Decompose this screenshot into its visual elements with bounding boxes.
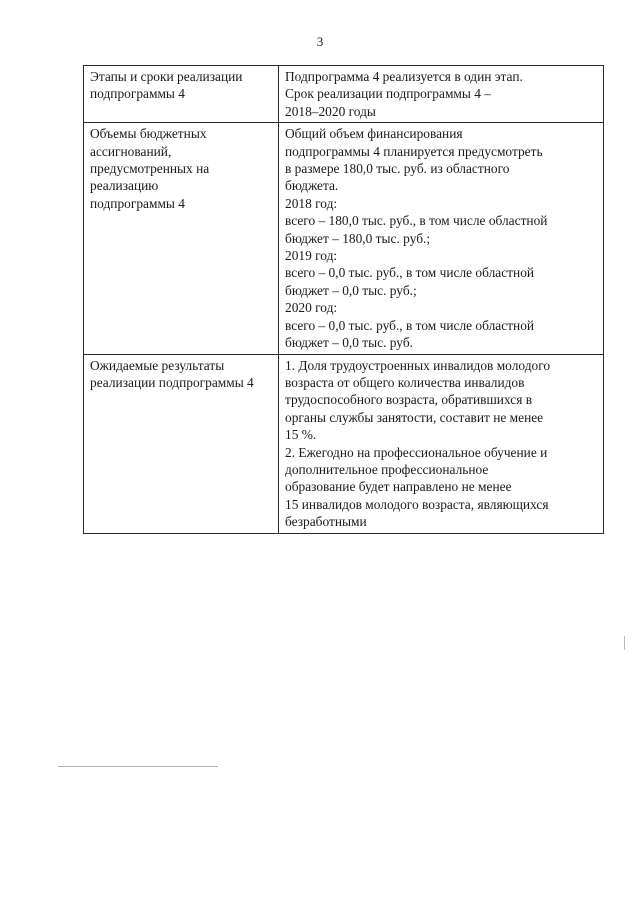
value-line: в размере 180,0 тыс. руб. из областного: [285, 161, 510, 177]
value-line: безработными: [285, 514, 367, 530]
page-number: 3: [316, 34, 324, 49]
row-label-cell: [84, 123, 279, 354]
value-line: бюджет – 0,0 тыс. руб.;: [285, 282, 417, 298]
label-line: реализации подпрограммы 4: [90, 374, 254, 390]
label-line: подпрограммы 4: [90, 195, 185, 211]
value-line: всего – 180,0 тыс. руб., в том числе областной: [285, 213, 548, 229]
value-line: 2018 год:: [285, 195, 338, 211]
value-line: Подпрограмма 4 реализуется в один этап.: [285, 69, 523, 84]
label-line: предусмотренных на: [90, 161, 210, 177]
value-line: 2018–2020 годы: [285, 103, 376, 119]
value-line: 2020 год:: [285, 300, 338, 316]
value-line: всего – 0,0 тыс. руб., в том числе областной: [285, 317, 535, 333]
table-row-results: [84, 354, 604, 533]
value-line: 15 инвалидов молодого возраста, являющихся: [285, 496, 549, 512]
value-line: Общий объем финансирования: [285, 126, 463, 142]
row-value-cell: [279, 123, 604, 354]
value-line: Срок реализации подпрограммы 4 –: [285, 86, 491, 102]
value-line: образование будет направлено не менее: [285, 479, 512, 495]
scan-artifact-line: [58, 766, 218, 767]
label-line: подпрограммы 4: [90, 86, 185, 102]
label-line: Этапы и сроки реализации: [90, 69, 243, 84]
subprogram-passport-table: [83, 65, 604, 534]
label-line: реализацию: [90, 178, 159, 194]
label-line: Объемы бюджетных: [90, 126, 207, 142]
row-value-cell: [279, 66, 604, 123]
scan-artifact-dots: [624, 636, 625, 650]
value-line: органы службы занятости, составит не менее: [285, 409, 544, 425]
label-line: ассигнований,: [90, 143, 172, 159]
label-line: Ожидаемые результаты: [90, 357, 225, 373]
value-line: бюджет – 180,0 тыс. руб.;: [285, 230, 431, 246]
value-line: 1. Доля трудоустроенных инвалидов молодого: [285, 357, 551, 373]
value-line: всего – 0,0 тыс. руб., в том числе областной: [285, 265, 535, 281]
row-label-cell: [84, 354, 279, 533]
value-line: бюджета.: [285, 178, 339, 194]
value-line: подпрограммы 4 планируется предусмотреть: [285, 143, 543, 159]
value-line: трудоспособного возраста, обратившихся в: [285, 392, 533, 408]
table-row-stages: [84, 66, 604, 123]
value-line: дополнительное профессиональное: [285, 461, 489, 477]
value-line: бюджет – 0,0 тыс. руб.: [285, 335, 413, 351]
value-line: возраста от общего количества инвалидов: [285, 374, 525, 390]
row-label-cell: [84, 66, 279, 123]
row-value-cell: [279, 354, 604, 533]
value-line: 2. Ежегодно на профессиональное обучение и: [285, 444, 548, 460]
value-line: 2019 год:: [285, 248, 338, 264]
value-line: 15 %.: [285, 427, 317, 443]
table-row-budget: [84, 123, 604, 354]
